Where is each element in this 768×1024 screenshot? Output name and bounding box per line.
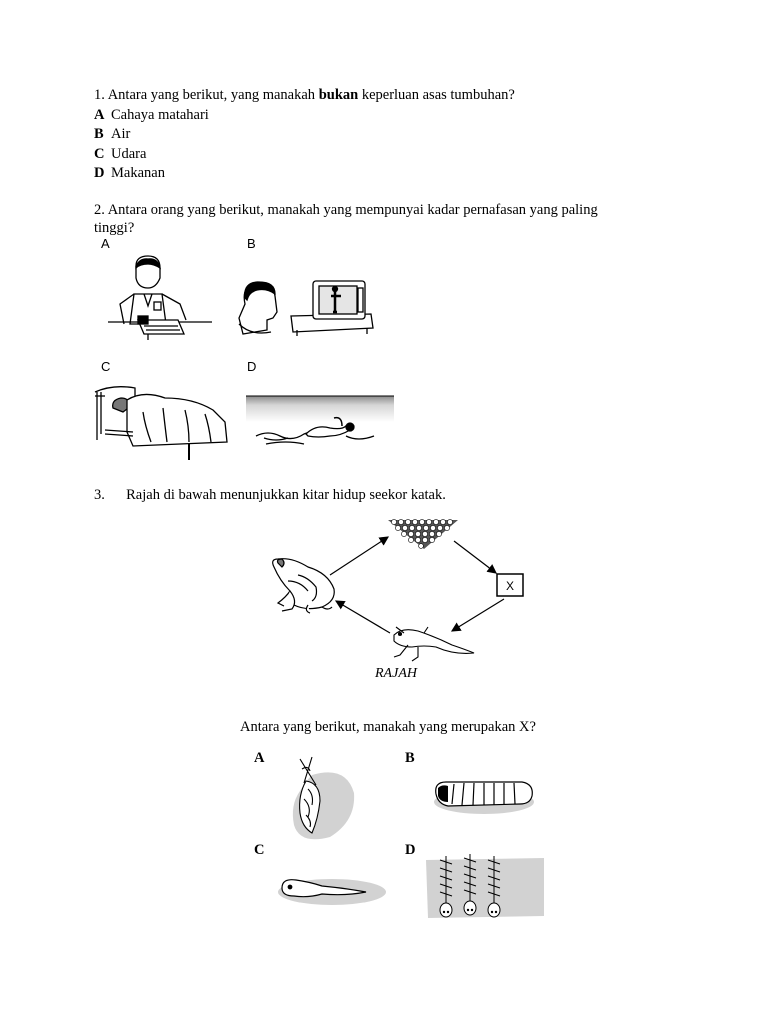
q1-option-text: Udara [111,146,147,162]
adult-frog-icon [273,559,335,613]
mosquito-larvae-illustration[interactable] [424,852,548,926]
q2-text-line2: tinggi? [94,220,135,236]
boy-watching-tv-illustration[interactable] [237,278,395,338]
stage-x-label: X [505,579,515,593]
q3-text: Rajah di bawah menunjukkan kitar hidup seekor katak. [126,487,446,503]
q1-option-a[interactable] [94,106,209,126]
q1-option-d[interactable] [94,164,165,184]
q1-option-text: Air [111,126,131,142]
froglet-icon [394,627,474,661]
tadpole-illustration[interactable] [274,868,394,912]
q3-label-b: B [405,750,415,766]
q3-label-c: C [254,842,265,858]
q1-number: 1. [94,87,105,103]
larva-illustration[interactable] [430,772,536,816]
q1-option-letter: D [94,165,105,181]
q2-stem [94,201,654,237]
q2-label-d: D [247,359,257,374]
q3-question: Antara yang berikut, manakah yang merupakan X? [240,719,536,735]
q1-stem [94,86,515,104]
stage-x-box [497,574,523,596]
frog-life-cycle-diagram [268,515,528,665]
diagram-caption: RAJAH [375,666,417,681]
frog-eggs-icon [388,519,458,549]
q2-label-b: B [247,236,256,251]
q1-option-text: Makanan [111,165,165,181]
q1-option-letter: B [94,126,104,142]
q2-label-a: A [101,236,110,251]
q3-number: 3. [94,487,105,503]
q3-label-d: D [405,842,416,858]
q1-option-letter: A [94,107,105,123]
q2-text-line1: 2. Antara orang yang berikut, manakah yang mempunyai kadar pernafasan yang paling [94,202,598,218]
q1-text-before: Antara yang berikut, yang manakah [107,87,316,103]
q1-option-text: Cahaya matahari [111,107,209,123]
q3-label-a: A [254,750,265,766]
q3-stem [94,486,446,504]
pupa-illustration[interactable] [286,755,356,845]
boy-sleeping-illustration[interactable] [93,382,229,462]
q1-text-bold: bukan [318,87,359,103]
q2-label-c: C [101,359,111,374]
boy-at-desk-illustration[interactable] [108,254,216,340]
q1-text-after: keperluan asas tumbuhan? [361,87,515,103]
swimmer-illustration[interactable] [246,396,396,446]
q1-option-b[interactable] [94,125,130,145]
q1-option-letter: C [94,146,105,162]
q1-option-c[interactable] [94,145,146,165]
